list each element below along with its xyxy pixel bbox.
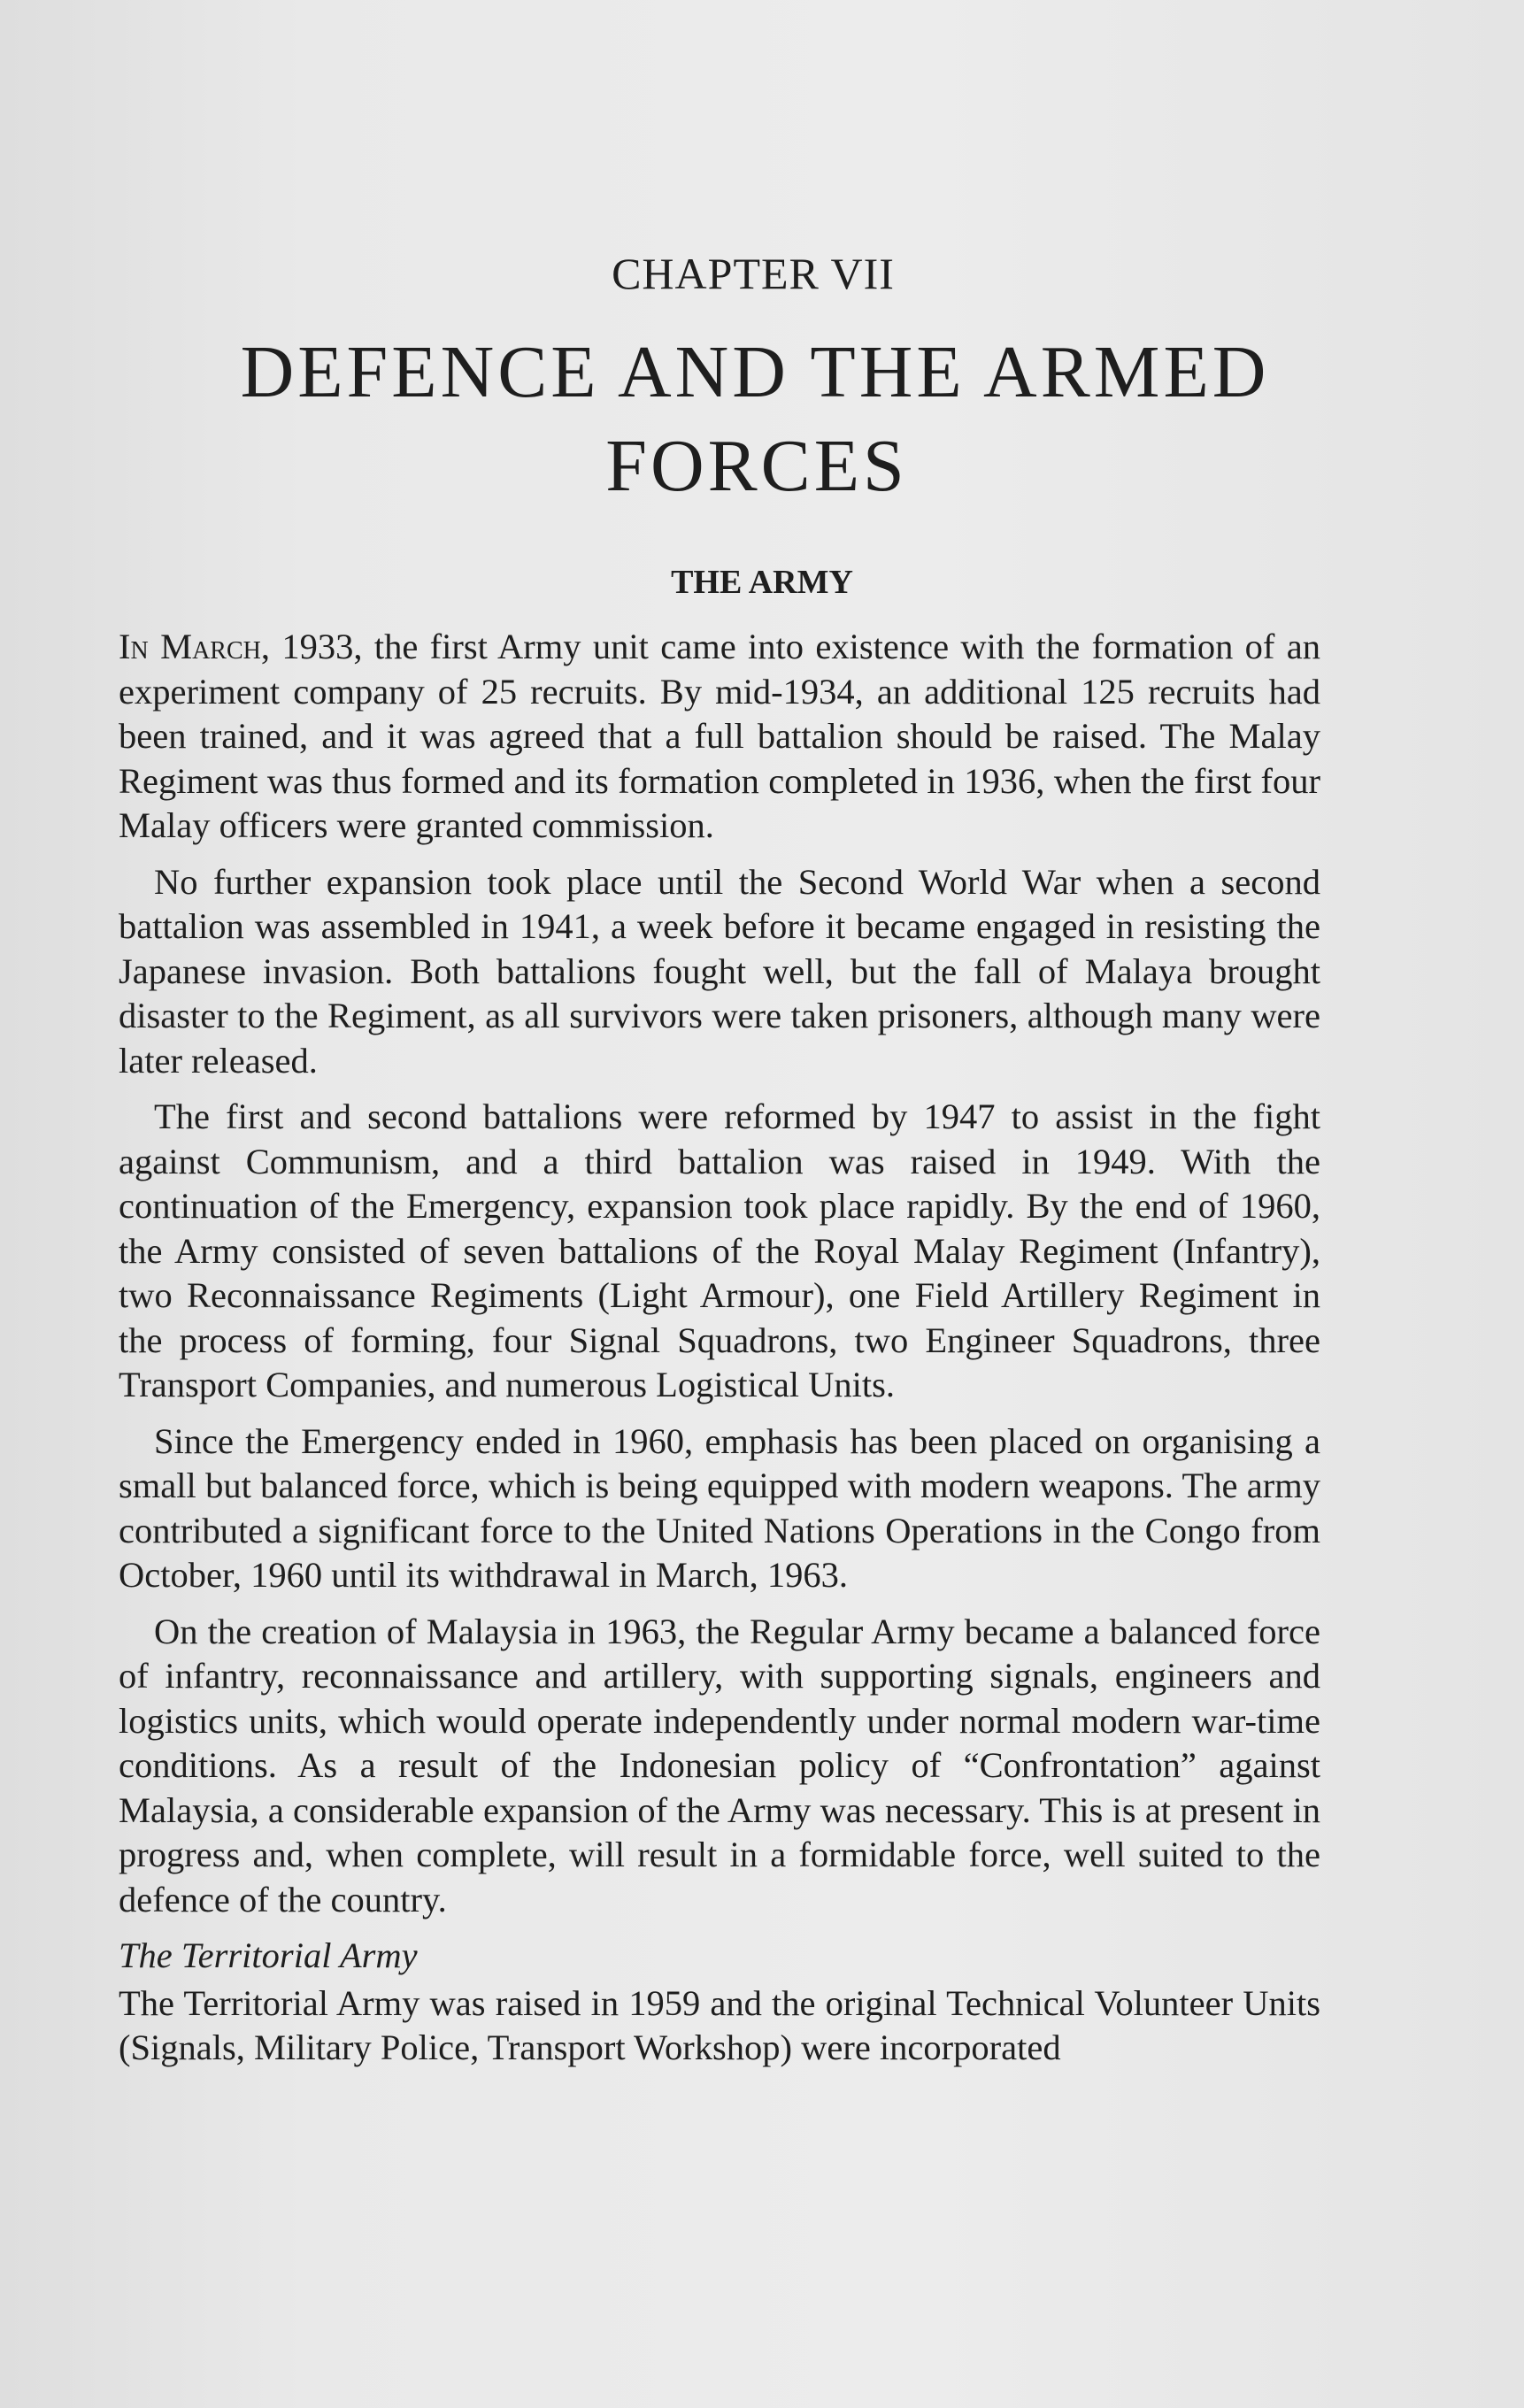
paragraph: The Territorial Army was raised in 1959 and the original Technical Volunteer Units (Signals, Military Police, Transport Workshop) were incorporated (119, 1982, 1320, 2067)
paragraph: The first and second battalions were reformed by 1947 to assist in the fight against Communism, and a third battalion was raised in 1949. With the continuation of the Emergency, expansion took place rapidly. By the end of 1960, the Army consisted of seven battalions of the Royal Malay Regiment (Infantry), two Reconnaissance Regiments (Light Armour), one Field Artillery Regiment in the process of forming, four Signal Squadrons, two Engineer Squadrons, three Transport Companies, and numerous Logistical Units. (119, 1096, 1320, 1404)
paragraph: On the creation of Malaysia in 1963, the Regular Army became a balanced force of infantry, reconnaissance and artillery, with supporting signals, engineers and logistics units, which would operate independently under normal modern war-time conditions. As a result of the Indonesian policy of “Confrontation” against Malaysia, a considerable expansion of the Army was necessary. This is at present in progress and, when complete, will result in a formidable force, well suited to the defence of the country. (119, 1611, 1320, 1919)
chapter-number: CHAPTER VII (612, 249, 895, 298)
paragraph-lead: In March, (119, 627, 270, 666)
section-heading: THE ARMY (671, 564, 853, 601)
subheading: The Territorial Army (119, 1935, 418, 1975)
chapter-title-line1: DEFENCE AND THE ARMED (240, 331, 1270, 413)
paragraph: No further expansion took place until the Second World War when a second battalion was assembled in 1941, a week before it became engaged in resisting the Japanese invasion. Both battalions fought well, but the fall of Malaya brought disaster to the Regiment, as all survivors were taken prisoners, although many were later released. (119, 861, 1320, 1081)
paragraph-text: 1933, the first Army unit came into existence with the formation of an experiment company of 25 recruits. By mid-1934, an additional 125 recruits had been trained, and it was agreed that a full battalion should be raised. The Malay Regiment was thus formed and its formation completed in 1936, when the first four Malay officers were granted commission. (119, 627, 1320, 845)
paragraph: Since the Emergency ended in 1960, emphasis has been placed on organising a small but balanced force, which is being equipped with modern weapons. The army contributed a significant force to the United Nations Operations in the Congo from October, 1960 until its withdrawal in March, 1963. (119, 1420, 1320, 1595)
body-text (119, 625, 1320, 2082)
chapter-title-line2: FORCES (605, 425, 908, 507)
paragraph (119, 625, 1320, 849)
